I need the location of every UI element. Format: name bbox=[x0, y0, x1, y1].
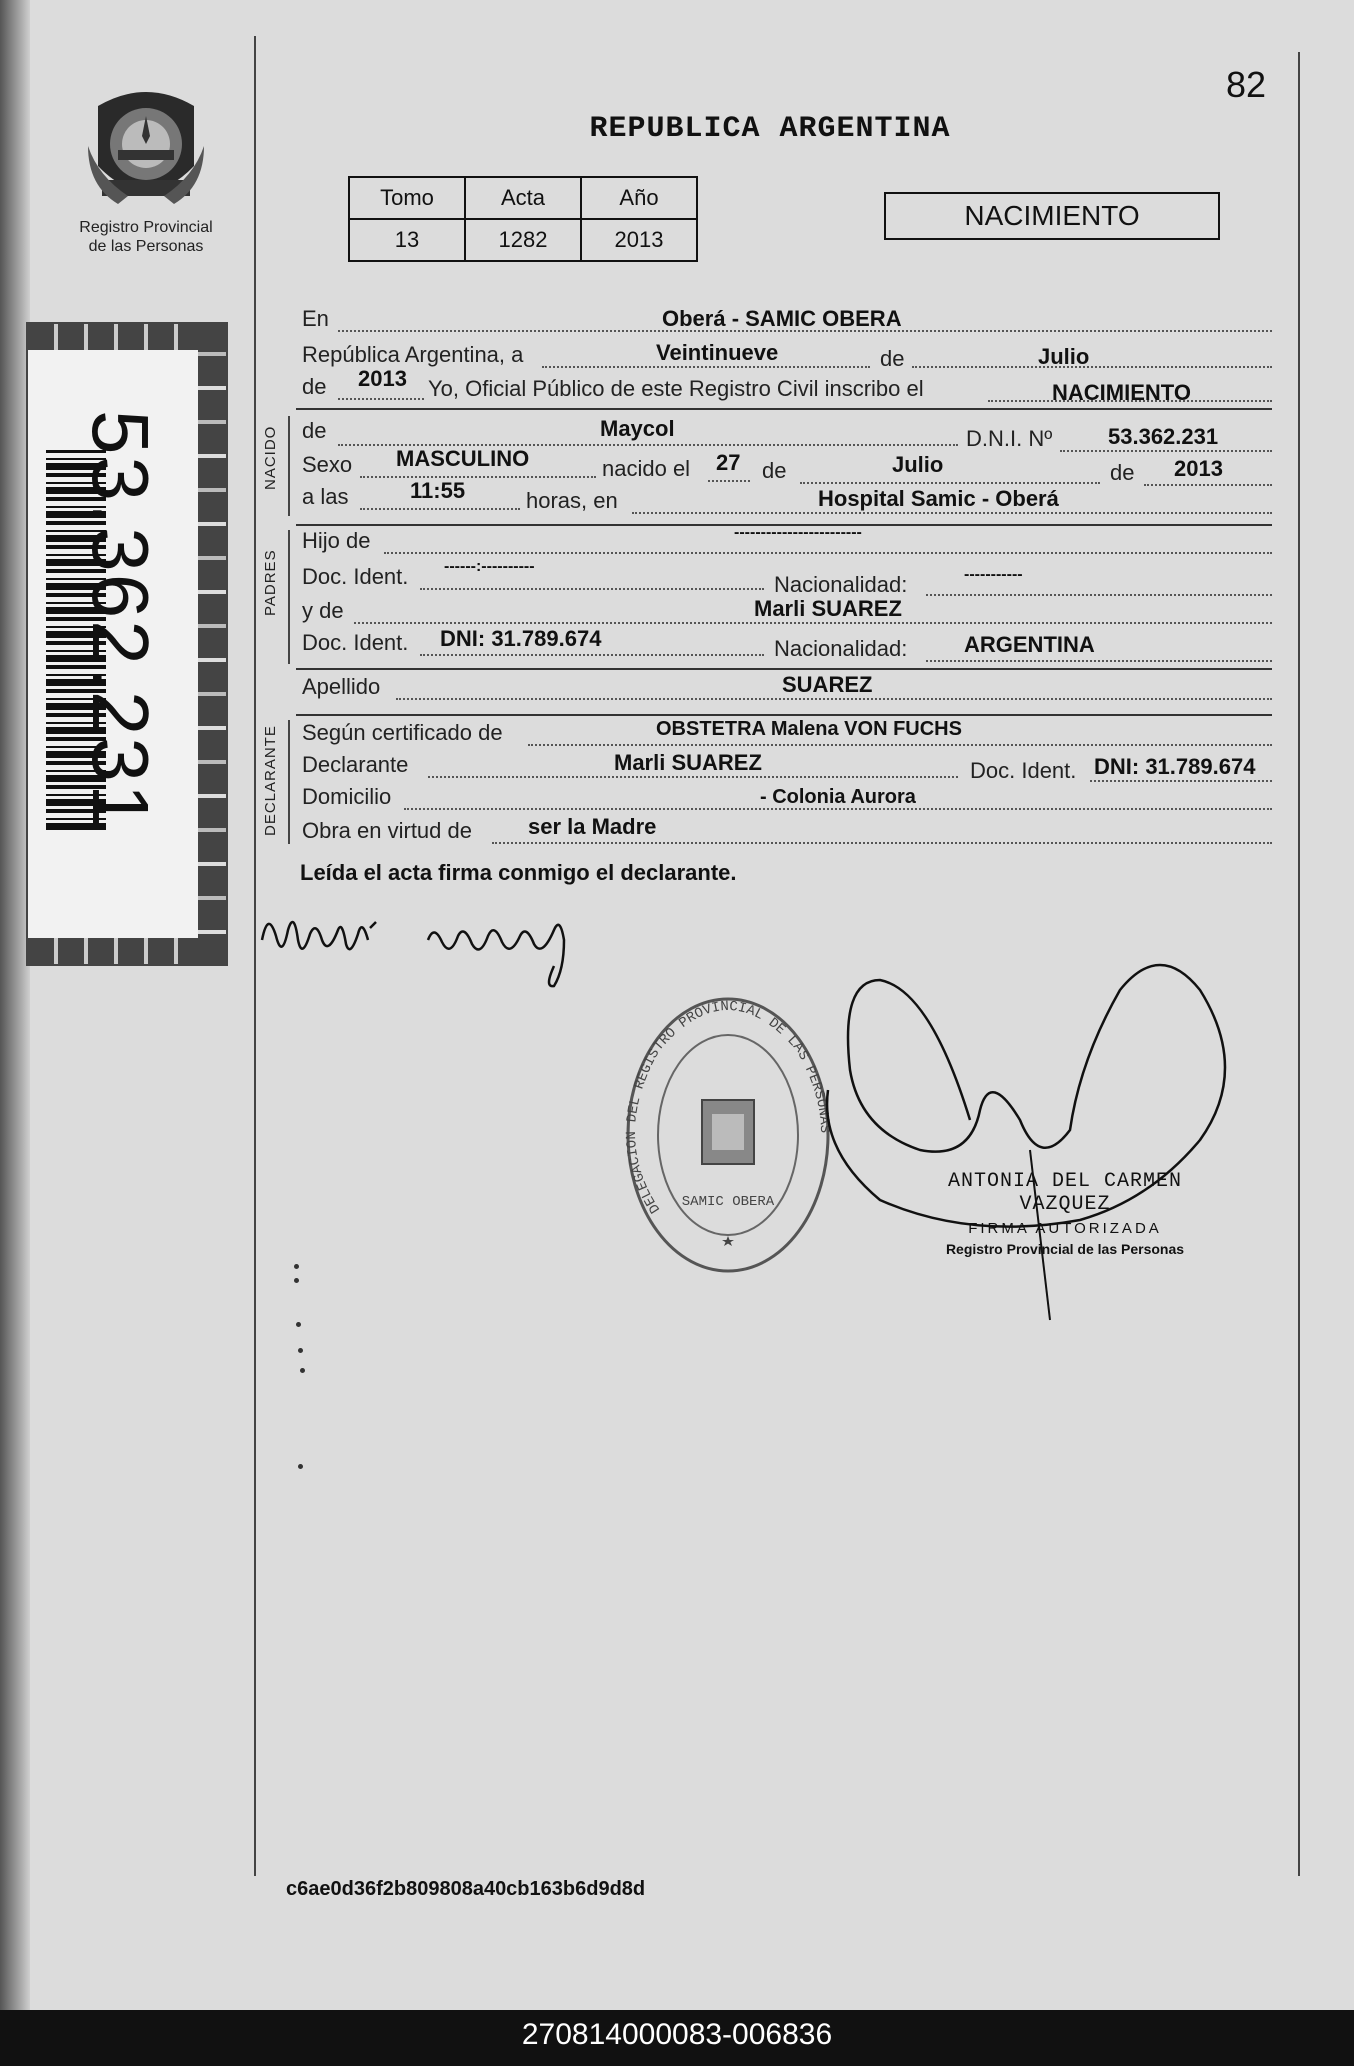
left-frame-line bbox=[254, 36, 256, 1876]
dots-dia-nacimiento bbox=[708, 480, 750, 482]
stray-mark bbox=[298, 1348, 303, 1353]
separator-after-apellido bbox=[296, 714, 1272, 716]
sticker-right-border bbox=[198, 324, 226, 964]
value-dni: 53.362.231 bbox=[1108, 424, 1219, 449]
misiones-coat-of-arms-logo bbox=[88, 86, 204, 212]
value-sexo: MASCULINO bbox=[396, 446, 530, 471]
label-dni: D.N.I. Nº bbox=[966, 426, 1053, 451]
official-signature bbox=[820, 950, 1260, 1330]
section-declarante: DECLARANTE bbox=[262, 725, 279, 836]
value-declarante: Marli SUAREZ bbox=[614, 750, 762, 775]
value-anio: 2013 bbox=[358, 366, 407, 391]
dots-mes bbox=[912, 366, 1272, 368]
section-nacido: NACIDO bbox=[262, 425, 279, 490]
value-anio-nacimiento: 2013 bbox=[1174, 456, 1223, 481]
sticker-bottom-border bbox=[28, 938, 226, 964]
label-nacido-el: nacido el bbox=[602, 456, 691, 481]
anio-value: 2013 bbox=[581, 219, 697, 261]
anio-header: Año bbox=[581, 177, 697, 219]
acta-value: 1282 bbox=[465, 219, 581, 261]
dots-doc-madre bbox=[420, 654, 764, 656]
value-doc-madre: DNI: 31.789.674 bbox=[440, 626, 602, 651]
dots-doc-declarante bbox=[1090, 780, 1272, 782]
padres-bracket bbox=[288, 530, 290, 664]
dots-sexo bbox=[360, 476, 596, 478]
nacido-bracket bbox=[288, 416, 290, 516]
label-de-nombre: de bbox=[302, 418, 327, 443]
dots-anio bbox=[338, 398, 424, 400]
registry-caption bbox=[60, 218, 232, 256]
value-nombre: Maycol bbox=[600, 416, 675, 441]
tomo-header: Tomo bbox=[349, 177, 465, 219]
dots-dia bbox=[542, 366, 870, 368]
official-title: FIRMA AUTORIZADA bbox=[968, 1220, 1162, 1237]
stray-mark bbox=[300, 1368, 305, 1373]
value-mes: Julio bbox=[1038, 344, 1090, 369]
dots-hora bbox=[360, 508, 520, 510]
dots-anio-nacimiento bbox=[1144, 484, 1272, 486]
dots-doc-padre bbox=[420, 588, 764, 590]
sticker-number: 53.362.231 bbox=[76, 410, 165, 831]
declarant-signature bbox=[258, 900, 598, 990]
dots-dni bbox=[1060, 450, 1272, 452]
value-apellido: SUAREZ bbox=[782, 672, 873, 697]
country-title: REPUBLICA ARGENTINA bbox=[589, 112, 951, 146]
dots-declarante bbox=[428, 776, 958, 778]
act-type-box: NACIMIENTO bbox=[884, 192, 1220, 240]
section-padres: PADRES bbox=[262, 549, 279, 616]
value-certificado: OBSTETRA Malena VON FUCHS bbox=[656, 718, 962, 740]
value-nacionalidad-madre: ARGENTINA bbox=[964, 632, 1095, 657]
dots-certificado bbox=[528, 744, 1272, 746]
official-office: Registro Provincial de las Personas bbox=[945, 1241, 1185, 1257]
label-y-de: y de bbox=[302, 598, 344, 623]
sticker-top-border bbox=[28, 324, 226, 350]
label-declarante: Declarante bbox=[302, 752, 409, 777]
value-doc-padre: ------:---------- bbox=[444, 558, 535, 575]
label-segun-certificado: Según certificado de bbox=[302, 720, 503, 745]
value-mes-nacimiento: Julio bbox=[892, 452, 944, 477]
right-frame-line bbox=[1298, 52, 1300, 1876]
value-obra-en-virtud: ser la Madre bbox=[528, 814, 657, 839]
label-hijo-de: Hijo de bbox=[302, 528, 371, 553]
dots-nacionalidad-padre bbox=[926, 594, 1272, 596]
official-name: ANTONIA DEL CARMEN VAZQUEZ bbox=[947, 1170, 1183, 1216]
registry-caption-line-2: de las Personas bbox=[88, 238, 204, 255]
value-madre: Marli SUAREZ bbox=[754, 596, 902, 621]
label-doc-ident-padre: Doc. Ident. bbox=[302, 564, 409, 589]
label-de-mes: de bbox=[880, 346, 905, 371]
label-a-las: a las bbox=[302, 484, 349, 509]
stray-mark bbox=[298, 1464, 303, 1469]
label-domicilio: Domicilio bbox=[302, 784, 392, 809]
label-obra-en-virtud: Obra en virtud de bbox=[302, 818, 472, 843]
stray-mark bbox=[294, 1264, 299, 1269]
separator-after-intro bbox=[296, 408, 1272, 410]
record-table-header-row bbox=[349, 177, 697, 219]
dots-obra-en-virtud bbox=[492, 842, 1272, 844]
acta-header: Acta bbox=[465, 177, 581, 219]
label-de-anio-nacimiento: de bbox=[1110, 460, 1135, 485]
value-nacionalidad-padre: ----------- bbox=[964, 566, 1023, 583]
label-de-anio: de bbox=[302, 374, 327, 399]
label-horas-en: horas, en bbox=[526, 488, 618, 513]
dots-lugar-nacimiento bbox=[632, 512, 1272, 514]
dots-madre bbox=[354, 622, 1272, 624]
value-lugar-nacimiento: Hospital Samic - Oberá bbox=[818, 486, 1059, 511]
value-dia-letras: Veintinueve bbox=[656, 340, 779, 365]
registry-caption-line-1: Registro Provincial bbox=[79, 219, 213, 236]
stray-mark bbox=[294, 1278, 299, 1283]
label-doc-ident-madre: Doc. Ident. bbox=[302, 630, 409, 655]
label-de-mes-nacimiento: de bbox=[762, 458, 787, 483]
label-doc-ident-declarante: Doc. Ident. bbox=[970, 758, 1077, 783]
label-sexo: Sexo bbox=[302, 452, 353, 477]
document-hash: c6ae0d36f2b809808a40cb163b6d9d8d bbox=[286, 1878, 646, 1900]
label-yo-oficial: Yo, Oficial Público de este Registro Civil inscribo el bbox=[428, 376, 924, 401]
value-hora: 11:55 bbox=[410, 478, 466, 503]
label-nacionalidad-padre: Nacionalidad: bbox=[774, 572, 908, 597]
page-edge-shadow bbox=[0, 0, 30, 2010]
separator-after-padres bbox=[296, 668, 1272, 670]
dots-padre bbox=[384, 552, 1272, 554]
registry-seal bbox=[620, 990, 836, 1280]
value-doc-declarante: DNI: 31.789.674 bbox=[1094, 754, 1256, 779]
page-number: 82 bbox=[1226, 64, 1267, 105]
label-nacionalidad-madre: Nacionalidad: bbox=[774, 636, 908, 661]
value-domicilio: - Colonia Aurora bbox=[760, 786, 916, 808]
record-table bbox=[348, 176, 698, 262]
record-table-value-row bbox=[349, 219, 697, 261]
closing-statement: Leída el acta firma conmigo el declarante. bbox=[300, 860, 737, 885]
seal-outer-text: DELEGACION DEL REGISTRO PROVINCIAL DE LAS PERSONAS bbox=[623, 998, 833, 1216]
stray-mark bbox=[296, 1322, 301, 1327]
value-padre: ------------------------ bbox=[734, 524, 862, 541]
dots-apellido bbox=[396, 698, 1272, 700]
dots-nacionalidad-madre bbox=[926, 660, 1272, 662]
label-apellido: Apellido bbox=[302, 674, 381, 699]
declarante-bracket bbox=[288, 720, 290, 844]
label-republica-a: República Argentina, a bbox=[302, 342, 524, 367]
value-dia-nacimiento: 27 bbox=[716, 450, 741, 475]
official-caption bbox=[900, 1170, 1230, 1257]
dots-mes-nacimiento bbox=[800, 482, 1100, 484]
value-lugar: Oberá - SAMIC OBERA bbox=[662, 306, 902, 331]
value-acto: NACIMIENTO bbox=[1052, 380, 1191, 405]
tomo-value: 13 bbox=[349, 219, 465, 261]
label-en: En bbox=[302, 306, 329, 331]
seal-inner-text: SAMIC OBERA bbox=[681, 1194, 775, 1210]
bottom-identifier: 270814000083-006836 bbox=[521, 2018, 833, 2051]
